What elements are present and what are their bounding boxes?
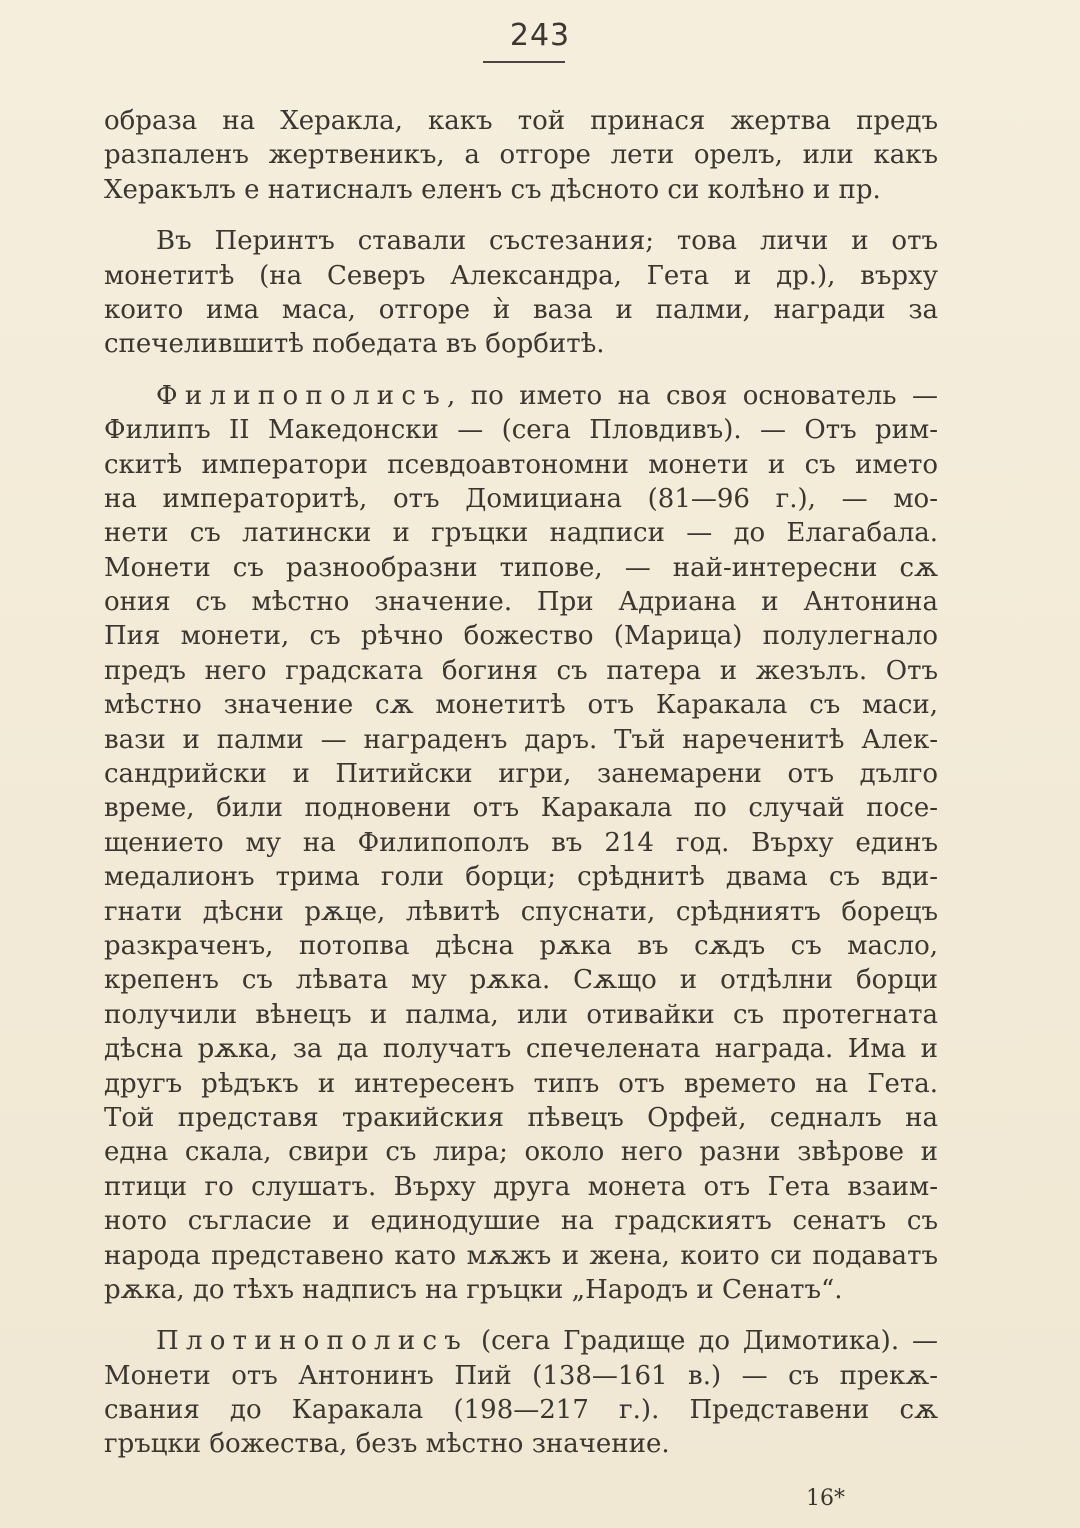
paragraph-heracles	[104, 104, 938, 207]
term-plotinopolis: Плотинополисъ	[156, 1326, 469, 1357]
text-line: нети съ латински и гръцки надписи — до Елагабала.	[104, 518, 938, 549]
text-line-philippopolis-heading	[104, 379, 938, 413]
text-line-rest: , по името на своя основатель —	[447, 380, 938, 411]
text-line: щението му на Филипополъ въ 214 год. Върху единъ	[104, 827, 938, 858]
text-line: птици го слушатъ. Върху друга монета отъ Гета взаим-	[104, 1171, 938, 1202]
text-line: Въ Перинтъ ставали състезания; това личи и отъ	[156, 226, 938, 257]
text-line: разкраченъ, потопва дѣсна рѫка въ сѫдъ съ масло,	[104, 930, 938, 961]
text-line: вази и палми — награденъ даръ. Тъй нареченитѣ Алек-	[104, 724, 938, 755]
text-line: Монети съ разнообразни типове, — най-интересни сѫ	[104, 552, 938, 583]
paragraph-perinthus	[104, 224, 938, 362]
text-line: скитѣ императори псевдоавтономни монети и съ името	[104, 449, 938, 480]
page-number-rule	[483, 61, 565, 63]
text-line: Монети отъ Антонинъ Пий (138—161 в.) — съ прекѫ-	[104, 1360, 938, 1391]
text-line: дѣсна рѫка, за да получатъ спечелената награда. Има и	[104, 1034, 938, 1065]
text-line: народа представено като мѫжъ и жена, които си подаватъ	[104, 1240, 938, 1271]
text-line: сандрийски и Питийски игри, занемарени отъ дълго	[104, 759, 938, 790]
signature-mark: 16*	[806, 1486, 845, 1511]
text-line: една скала, свири съ лира; около него разни звѣрове и	[104, 1137, 938, 1168]
page-number: 243	[509, 18, 571, 53]
text-line: Пия монети, съ рѣчно божество (Марица) полулегнало	[104, 621, 938, 652]
term-philippopolis: Филипополисъ	[156, 380, 448, 411]
paragraph-plotinopolis	[104, 1324, 938, 1462]
text-line: крепенъ съ лѣвата му рѫка. Сѫщо и отдѣлни борци	[104, 965, 938, 996]
text-line: Филипъ II Македонски — (сега Пловдивъ). — Отъ рим-	[104, 415, 938, 446]
text-line-rest: (сега Градище до Димотика). —	[468, 1326, 938, 1357]
text-line: спечелившитѣ победата въ борбитѣ.	[104, 329, 605, 360]
text-line: гръцки божества, безъ мѣстно значение.	[104, 1429, 670, 1460]
text-line: ното съгласие и единодушие на градскиятъ сенатъ съ	[104, 1206, 938, 1237]
text-line: другъ рѣдъкъ и интересенъ типъ отъ времето на Гета.	[104, 1068, 938, 1099]
text-line: рѫка, до тѣхъ надписъ на гръцки „Народъ и Сенатъ“.	[104, 1274, 843, 1305]
text-line: монетитѣ (на Северъ Александра, Гета и др.), върху	[104, 260, 938, 291]
text-line-plotinopolis-heading	[104, 1324, 938, 1358]
text-line: Херакълъ е натисналъ еленъ съ дѣсното си колѣно и пр.	[104, 174, 881, 205]
text-line: разпаленъ жертвеникъ, а отгоре лети орелъ, или какъ	[104, 140, 938, 171]
text-line: които има маса, отгоре ѝ ваза и палми, награди за	[104, 294, 938, 325]
text-line: свания до Каракала (198—217 г.). Представени сѫ	[104, 1395, 938, 1426]
text-line: ония съ мѣстно значение. При Адриана и Антонина	[104, 587, 938, 618]
text-line: медалионъ трима голи борци; срѣднитѣ двама съ вди-	[104, 862, 938, 893]
paragraph-philippopolis	[104, 379, 938, 1308]
text-line: Той представя тракийския пѣвецъ Орфей, седналъ на	[104, 1102, 938, 1133]
text-line: на императоритѣ, отъ Домициана (81—96 г.), — мо-	[104, 483, 938, 514]
text-line: време, били подновени отъ Каракала по случай посе-	[104, 793, 938, 824]
text-line: мѣстно значение сѫ монетитѣ отъ Каракала съ маси,	[104, 690, 938, 721]
text-line: предъ него градската богиня съ патера и жезълъ. Отъ	[104, 655, 938, 686]
text-line: гнати дѣсни рѫце, лѣвитѣ спуснати, срѣдниятъ борецъ	[104, 896, 938, 927]
text-line: получили вѣнецъ и палма, или отивайки съ протегната	[104, 999, 938, 1030]
text-line: образа на Херакла, какъ той принася жертва предъ	[104, 106, 938, 136]
body-text	[104, 104, 938, 1462]
